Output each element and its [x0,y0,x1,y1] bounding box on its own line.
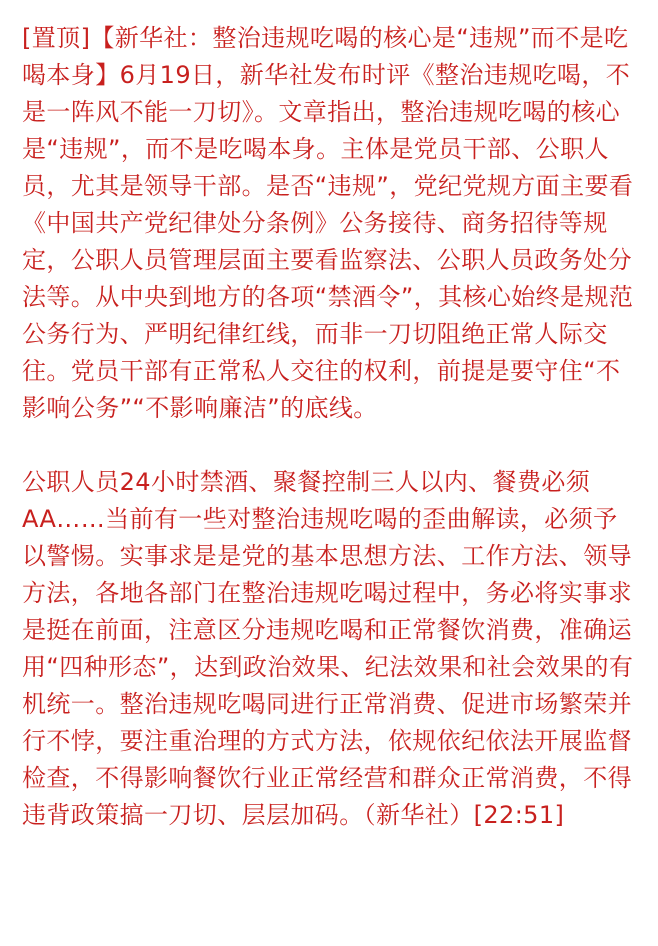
post-paragraph-1: [置顶]【新华社：整治违规吃喝的核心是“违规”而不是吃喝本身】6月19日，新华社发布时评《整治违规吃喝，不是一阵风不能一刀切》。文章指出，整治违规吃喝的核心是“违规”，而不是吃喝本身。主体是党员干部、公职人员，尤其是领导干部。是否“违规”，党纪党规方面主要看《中国共产党纪律处分条例》公务接待、商务招待等规定，公职人员管理层面主要看监察法、公职人员政务处分法等。从中央到地方的各项“禁酒令”，其核心始终是规范公务行为、严明纪律红线，而非一刀切阻绝正常人际交往。党员干部有正常私人交往的权利，前提是要守住“不影响公务”“不影响廉洁”的底线。 [22,24,634,422]
post-body [22,20,640,834]
post-paragraph-2: 公职人员24小时禁酒、聚餐控制三人以内、餐费必须AA……当前有一些对整治违规吃喝的歪曲解读，必须予以警惕。实事求是是党的基本思想方法、工作方法、领导方法，各地各部门在整治违规吃喝过程中，务必将实事求是挺在前面，注意区分违规吃喝和正常餐饮消费，准确运用“四种形态”，达到政治效果、纪法效果和社会效果的有机统一。整治违规吃喝同进行正常消费、促进市场繁荣并行不悖，要注重治理的方式方法，依规依纪依法开展监督检查，不得影响餐饮行业正常经营和群众正常消费，不得违背政策搞一刀切、层层加码。（新华社）[22:51] [22,468,634,829]
paragraph-spacer [22,427,640,464]
